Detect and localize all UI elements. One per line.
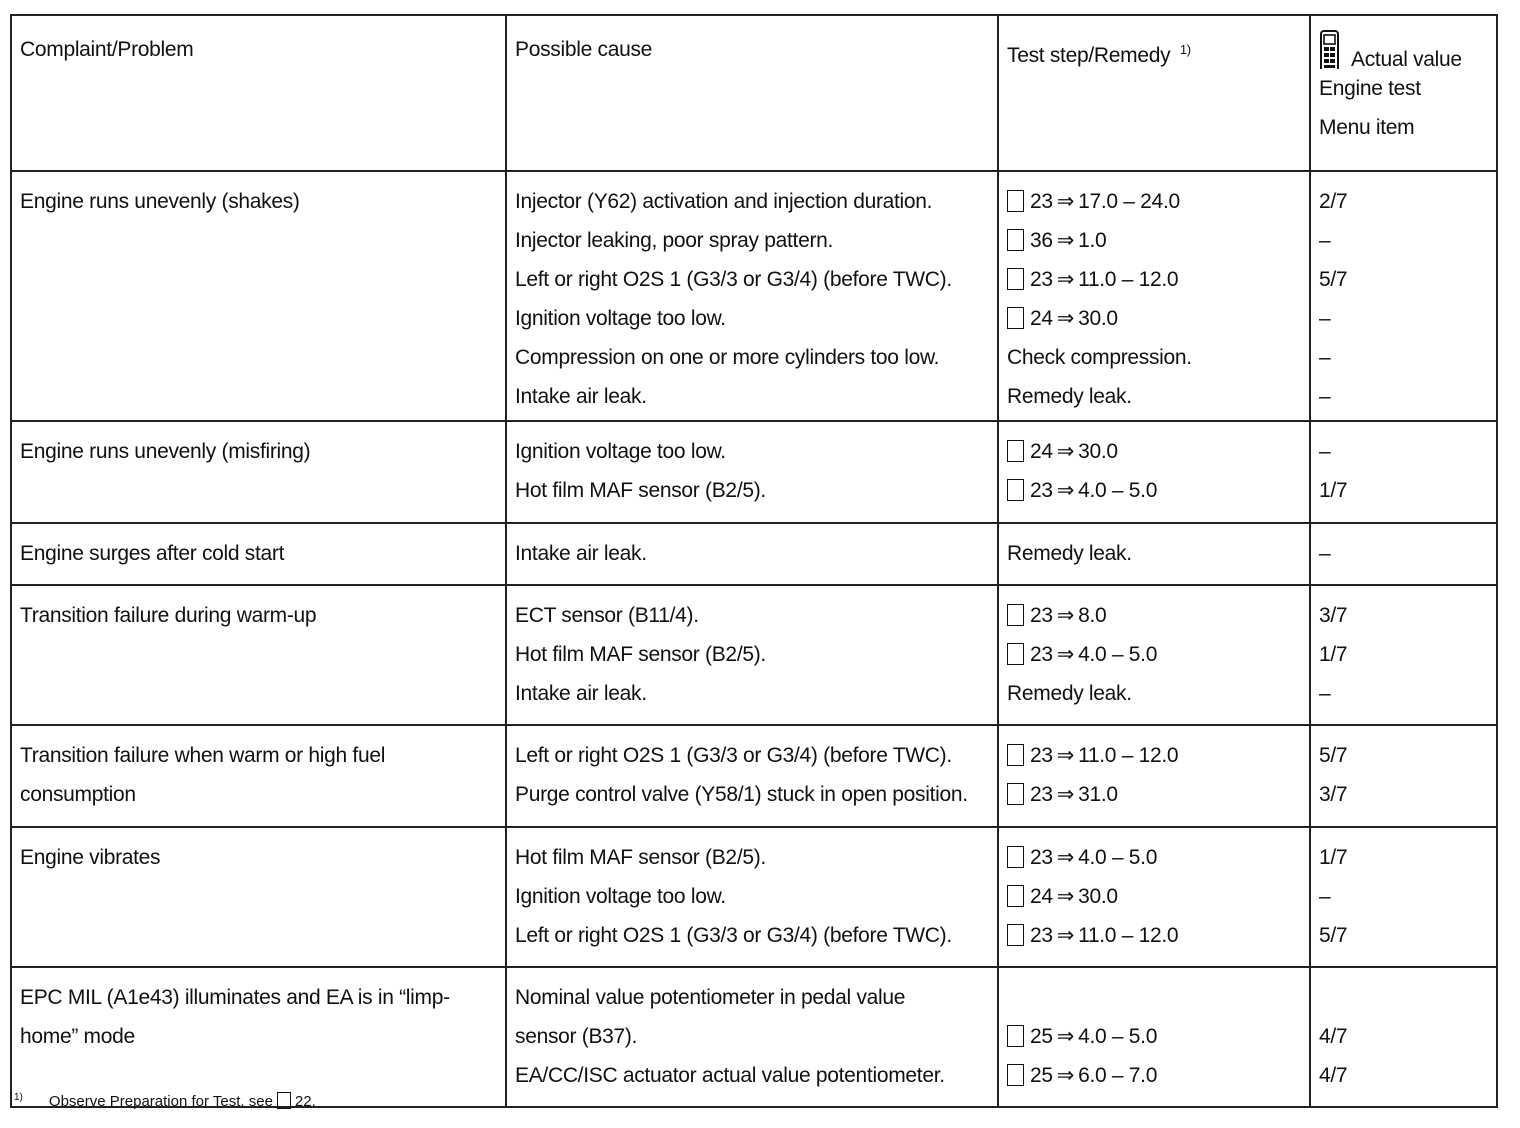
header-test-step <box>998 15 1310 171</box>
test-ref-number: 23 <box>1030 846 1053 869</box>
test-step-line <box>1007 978 1303 1017</box>
page-reference-box-icon <box>1007 1025 1024 1047</box>
test-nominal-value: 31.0 <box>1078 783 1118 806</box>
test-step-line <box>1007 596 1303 635</box>
cause-text: Intake air leak. <box>515 385 647 408</box>
arrow-icon: ⇒ <box>1056 846 1075 869</box>
menu-item-value: 4/7 <box>1319 1064 1348 1087</box>
arrow-icon: ⇒ <box>1056 604 1075 627</box>
header-possible-cause: Possible cause <box>506 15 998 171</box>
table-row <box>11 585 1497 725</box>
arrow-icon: ⇒ <box>1056 744 1075 767</box>
header-engine-test: Engine test <box>1319 77 1421 100</box>
test-ref-number: 24 <box>1030 885 1053 908</box>
menu-item-cell <box>1310 725 1497 827</box>
menu-item-value: 3/7 <box>1319 783 1348 806</box>
complaint-cell <box>11 421 506 523</box>
table-row <box>11 827 1497 967</box>
cause-text: EA/CC/ISC actuator actual value potentiometer. <box>515 1064 945 1087</box>
test-step-cell <box>998 523 1310 585</box>
complaint-cell <box>11 585 506 725</box>
complaint-text: Engine vibrates <box>20 846 161 869</box>
diagnosis-table <box>10 14 1498 1108</box>
test-ref-number: 23 <box>1030 643 1053 666</box>
page-reference-box-icon <box>1007 307 1024 329</box>
arrow-icon: ⇒ <box>1056 1064 1075 1087</box>
test-step-line <box>1007 877 1303 916</box>
page-reference-box-icon <box>1007 846 1024 868</box>
menu-item-value: – <box>1319 885 1331 908</box>
menu-item-value: 3/7 <box>1319 604 1348 627</box>
test-nominal-value: 1.0 <box>1078 229 1107 252</box>
footnote-marker-bottom: 1) <box>14 1092 23 1103</box>
menu-item-value: – <box>1319 229 1331 252</box>
page-reference-box-icon <box>1007 190 1024 212</box>
test-step-cell <box>998 421 1310 523</box>
test-nominal-value: 8.0 <box>1078 604 1107 627</box>
cause-text: Nominal value potentiometer in pedal value <box>515 986 906 1009</box>
menu-item-value: – <box>1319 346 1331 369</box>
complaint-text: home” mode <box>20 1025 135 1048</box>
cause-cell <box>506 585 998 725</box>
test-nominal-value: 30.0 <box>1078 307 1118 330</box>
arrow-icon: ⇒ <box>1056 440 1075 463</box>
cause-text: Compression on one or more cylinders too low. <box>515 346 940 369</box>
test-step-line <box>1007 674 1303 713</box>
test-remedy-text: Remedy leak. <box>1007 542 1132 565</box>
cause-text: Intake air leak. <box>515 682 647 705</box>
menu-item-value: – <box>1319 307 1331 330</box>
complaint-text: Engine surges after cold start <box>20 542 285 565</box>
page-reference-box-icon <box>1007 885 1024 907</box>
cause-text: Hot film MAF sensor (B2/5). <box>515 846 766 869</box>
menu-item-value <box>1319 978 1490 1017</box>
page-reference-box-icon <box>1007 744 1024 766</box>
test-step-line <box>1007 471 1303 510</box>
test-step-line <box>1007 635 1303 674</box>
test-nominal-value: 4.0 – 5.0 <box>1078 643 1158 666</box>
test-nominal-value: 11.0 – 12.0 <box>1078 744 1179 767</box>
cause-text: Injector (Y62) activation and injection duration. <box>515 190 933 213</box>
cause-cell <box>506 967 998 1107</box>
complaint-text: EPC MIL (A1e43) illuminates and EA is in “limp- <box>20 986 450 1009</box>
test-ref-number: 23 <box>1030 190 1053 213</box>
table-row <box>11 523 1497 585</box>
cause-text: ECT sensor (B11/4). <box>515 604 699 627</box>
arrow-icon: ⇒ <box>1056 783 1075 806</box>
footnote <box>14 1092 316 1110</box>
test-step-line <box>1007 916 1303 955</box>
cause-text: Intake air leak. <box>515 542 647 565</box>
test-step-line <box>1007 260 1303 299</box>
menu-item-value: – <box>1319 385 1331 408</box>
test-ref-number: 23 <box>1030 479 1053 502</box>
table-row <box>11 725 1497 827</box>
test-step-line <box>1007 432 1303 471</box>
menu-item-cell <box>1310 827 1497 967</box>
arrow-icon: ⇒ <box>1056 479 1075 502</box>
diagnosis-table-sheet <box>10 14 1496 1108</box>
arrow-icon: ⇒ <box>1056 307 1075 330</box>
test-step-line <box>1007 534 1303 573</box>
cause-text: Left or right O2S 1 (G3/3 or G3/4) (before TWC). <box>515 924 952 947</box>
footnote-ref: 22. <box>294 1093 316 1110</box>
cause-text: Ignition voltage too low. <box>515 440 726 463</box>
test-step-line <box>1007 377 1303 416</box>
test-nominal-value: 4.0 – 5.0 <box>1078 1025 1158 1048</box>
menu-item-value: – <box>1319 542 1331 565</box>
header-complaint: Complaint/Problem <box>11 15 506 171</box>
menu-item-cell <box>1310 421 1497 523</box>
test-step-line <box>1007 338 1303 377</box>
arrow-icon: ⇒ <box>1056 1025 1075 1048</box>
test-step-cell <box>998 585 1310 725</box>
test-ref-number: 23 <box>1030 744 1053 767</box>
test-step-cell <box>998 171 1310 421</box>
test-ref-number: 23 <box>1030 268 1053 291</box>
test-ref-number: 24 <box>1030 440 1053 463</box>
test-nominal-value: 30.0 <box>1078 440 1118 463</box>
test-step-line <box>1007 838 1303 877</box>
complaint-cell <box>11 827 506 967</box>
complaint-cell <box>11 171 506 421</box>
page-reference-box-icon <box>1007 783 1024 805</box>
test-nominal-value: 17.0 – 24.0 <box>1078 190 1180 213</box>
menu-item-value: 1/7 <box>1319 846 1348 869</box>
menu-item-cell <box>1310 967 1497 1107</box>
cause-cell <box>506 171 998 421</box>
cause-cell <box>506 827 998 967</box>
cause-text: Left or right O2S 1 (G3/3 or G3/4) (before TWC). <box>515 268 952 291</box>
table-header-row <box>11 15 1497 171</box>
table-row <box>11 967 1497 1107</box>
header-test-step-label: Test step/Remedy <box>1007 44 1171 67</box>
complaint-text: consumption <box>20 783 136 806</box>
footnote-text: Observe Preparation for Test, see <box>48 1093 273 1110</box>
test-ref-number: 36 <box>1030 229 1053 252</box>
complaint-text: Engine runs unevenly (misfiring) <box>20 440 311 463</box>
test-ref-number: 23 <box>1030 783 1053 806</box>
page-reference-box-icon <box>1007 1064 1024 1086</box>
footnote-marker: 1) <box>1179 42 1191 57</box>
test-step-cell <box>998 725 1310 827</box>
page-reference-box-icon <box>1007 229 1024 251</box>
cause-text: sensor (B37). <box>515 1025 638 1048</box>
test-ref-number: 24 <box>1030 307 1053 330</box>
complaint-text: Transition failure during warm-up <box>20 604 317 627</box>
test-ref-number: 25 <box>1030 1025 1053 1048</box>
test-step-line <box>1007 736 1303 775</box>
page-reference-box-icon <box>1007 924 1024 946</box>
test-step-line <box>1007 775 1303 814</box>
menu-item-value: 4/7 <box>1319 1025 1348 1048</box>
menu-item-cell <box>1310 523 1497 585</box>
cause-text: Left or right O2S 1 (G3/3 or G3/4) (before TWC). <box>515 744 952 767</box>
page-reference-box-icon <box>1007 643 1024 665</box>
menu-item-value: 1/7 <box>1319 479 1348 502</box>
test-ref-number: 25 <box>1030 1064 1053 1087</box>
cause-text: Hot film MAF sensor (B2/5). <box>515 479 766 502</box>
table-row <box>11 171 1497 421</box>
cause-text: Purge control valve (Y58/1) stuck in open position. <box>515 783 968 806</box>
page-reference-box-icon <box>1007 604 1024 626</box>
menu-item-cell <box>1310 171 1497 421</box>
arrow-icon: ⇒ <box>1056 924 1075 947</box>
test-nominal-value: 6.0 – 7.0 <box>1078 1064 1158 1087</box>
menu-item-value: 5/7 <box>1319 924 1348 947</box>
menu-item-value: 2/7 <box>1319 190 1348 213</box>
test-nominal-value: 30.0 <box>1078 885 1118 908</box>
menu-item-value: 5/7 <box>1319 268 1348 291</box>
menu-item-value: – <box>1319 440 1331 463</box>
page-reference-box-icon <box>1007 440 1024 462</box>
complaint-cell <box>11 967 506 1107</box>
test-step-cell <box>998 967 1310 1107</box>
arrow-icon: ⇒ <box>1056 268 1075 291</box>
test-remedy-text: Remedy leak. <box>1007 682 1132 705</box>
arrow-icon: ⇒ <box>1056 885 1075 908</box>
menu-item-cell <box>1310 585 1497 725</box>
complaint-text: Transition failure when warm or high fuel <box>20 744 386 767</box>
arrow-icon: ⇒ <box>1056 190 1075 213</box>
header-actual-value <box>1310 15 1497 171</box>
test-step-line <box>1007 1017 1303 1056</box>
cause-cell <box>506 725 998 827</box>
test-ref-number: 23 <box>1030 924 1053 947</box>
handheld-tester-icon <box>1319 30 1341 69</box>
cause-cell <box>506 421 998 523</box>
test-step-line <box>1007 182 1303 221</box>
test-remedy-text: Check compression. <box>1007 346 1192 369</box>
cause-text: Hot film MAF sensor (B2/5). <box>515 643 766 666</box>
complaint-cell <box>11 725 506 827</box>
arrow-icon: ⇒ <box>1056 643 1075 666</box>
page-reference-box-icon <box>277 1092 291 1109</box>
cause-text: Ignition voltage too low. <box>515 307 726 330</box>
menu-item-value: 1/7 <box>1319 643 1348 666</box>
header-actual-value-label: Actual value <box>1351 48 1462 69</box>
test-step-line <box>1007 1056 1303 1095</box>
complaint-text: Engine runs unevenly (shakes) <box>20 190 300 213</box>
test-nominal-value: 11.0 – 12.0 <box>1078 924 1179 947</box>
test-step-line <box>1007 221 1303 260</box>
cause-cell <box>506 523 998 585</box>
test-step-cell <box>998 827 1310 967</box>
test-remedy-text: Remedy leak. <box>1007 385 1132 408</box>
page-reference-box-icon <box>1007 479 1024 501</box>
header-menu-item: Menu item <box>1319 116 1415 139</box>
test-nominal-value: 4.0 – 5.0 <box>1078 479 1158 502</box>
test-nominal-value: 11.0 – 12.0 <box>1078 268 1179 291</box>
test-nominal-value: 4.0 – 5.0 <box>1078 846 1158 869</box>
menu-item-value: – <box>1319 682 1331 705</box>
cause-text: Injector leaking, poor spray pattern. <box>515 229 834 252</box>
table-row <box>11 421 1497 523</box>
menu-item-value: 5/7 <box>1319 744 1348 767</box>
test-ref-number: 23 <box>1030 604 1053 627</box>
arrow-icon: ⇒ <box>1056 229 1075 252</box>
cause-text: Ignition voltage too low. <box>515 885 726 908</box>
complaint-cell <box>11 523 506 585</box>
page-reference-box-icon <box>1007 268 1024 290</box>
test-step-line <box>1007 299 1303 338</box>
